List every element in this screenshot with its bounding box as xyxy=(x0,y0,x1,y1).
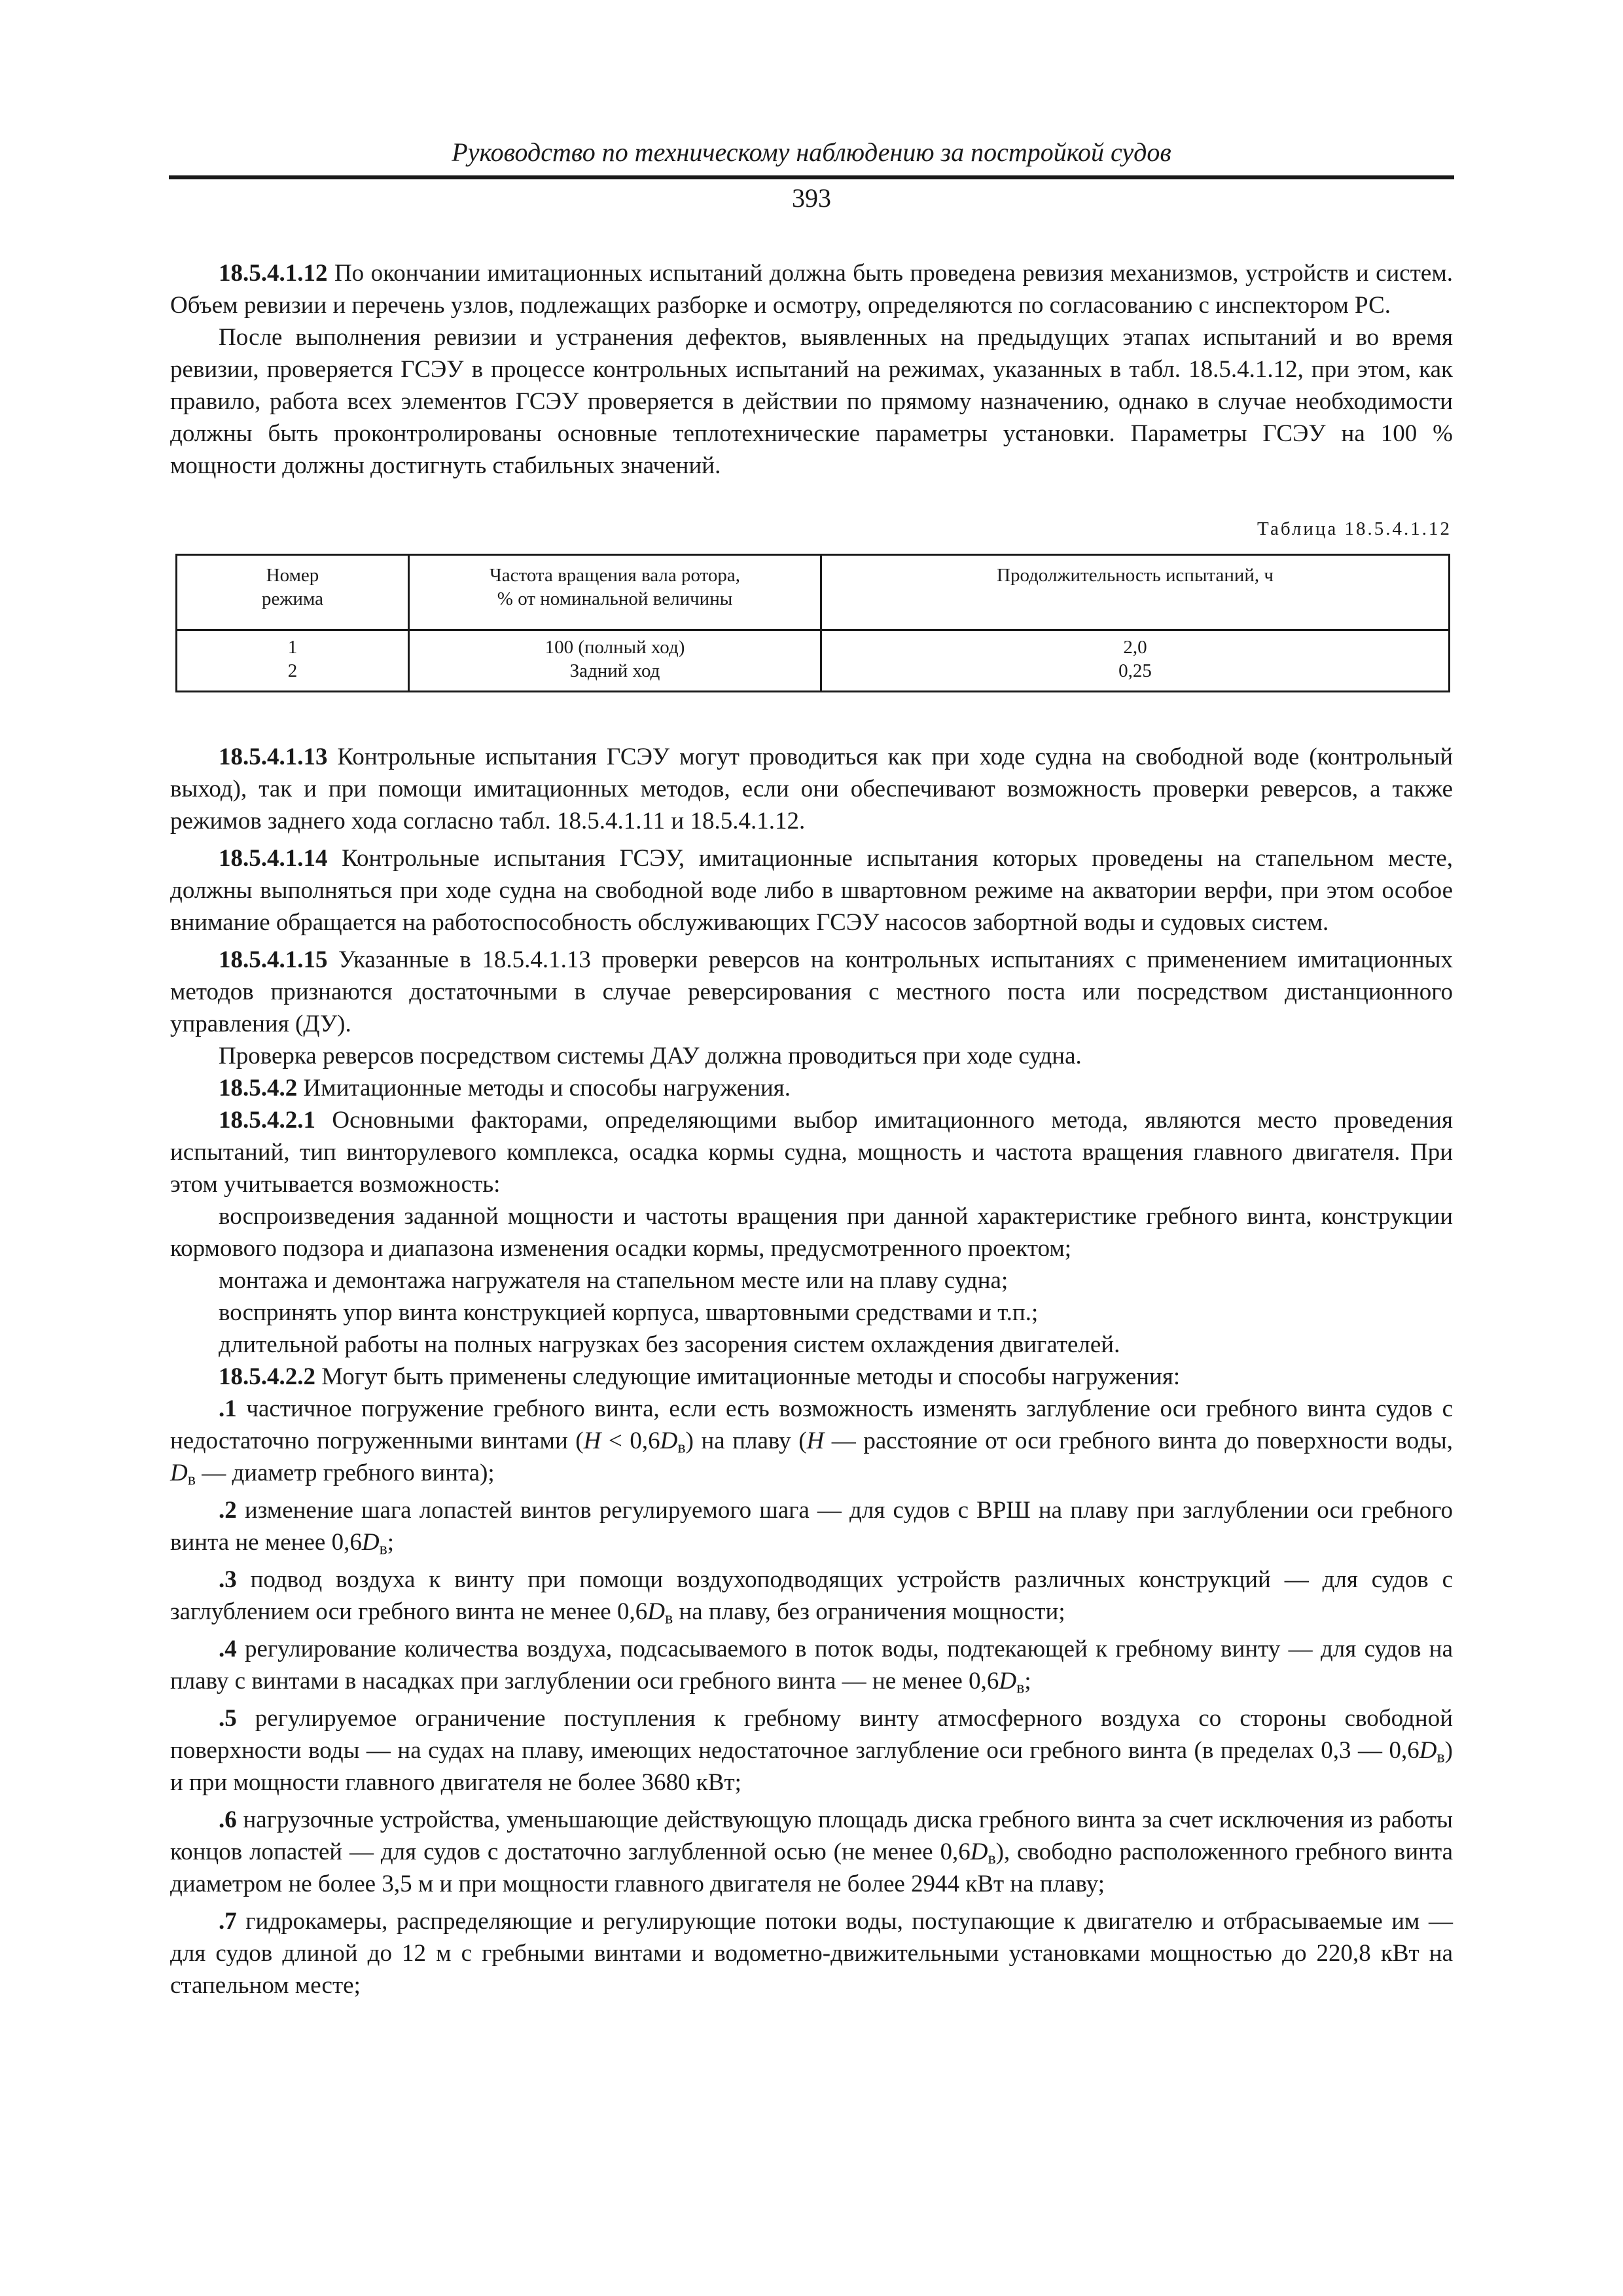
paragraph-dau-check: Проверка реверсов посредством системы ДАУ должна проводиться при ходе судна. xyxy=(219,1043,1082,1069)
subscript: в xyxy=(664,1608,673,1628)
symbol-d: D xyxy=(170,1460,188,1486)
item-text: нагрузочные устройства, уменьшающие действующую площадь диска гребного винта за счет исключения из работы концов лопастей — для судов с достаточно заглубленной осью (не менее 0,6 xyxy=(170,1806,1453,1865)
clause-number: 18.5.4.2.1 xyxy=(219,1107,315,1134)
list-item-1 xyxy=(170,1393,1453,1489)
paragraph-18-5-4-1-13 xyxy=(170,741,1453,837)
header-text: режима xyxy=(262,588,323,609)
item-text: ), свободно расположенного гребного винта диаметром не более 3,5 м и при мощности главного двигателя не более 2944 кВт на плаву; xyxy=(170,1839,1454,1897)
header-rule xyxy=(169,175,1454,179)
paragraph-text: Основными факторами, определяющими выбор имитационного метода, являются место проведения испытаний, тип винторулевого комплекса, осадка кормы судна, мощность и частота вращения главного двигателя. При этом учитывается возможность: xyxy=(170,1107,1453,1198)
paragraph-text: По окончании имитационных испытаний должна быть проведена ревизия механизмов, устройств и систем. Объем ревизии и перечень узлов, подлежащих разборке и осмотру, определяются по согласованию с инспектором РС. xyxy=(170,260,1453,319)
table-header-cell xyxy=(177,556,410,629)
paragraph-text: Указанные в 18.5.4.1.13 проверки реверсов на контрольных испытаниях с применением имитационных методов признаются достаточными в случае реверсирования с местного поста или посредством дистанционного управления (ДУ). xyxy=(170,946,1453,1037)
paragraph-mounting: монтажа и демонтажа нагружателя на стапельном месте или на плаву судна; xyxy=(219,1267,1008,1294)
cell-text: 100 (полный ход) xyxy=(544,637,685,658)
clause-number: 18.5.4.1.13 xyxy=(219,744,328,770)
item-text: < 0,6 xyxy=(601,1427,660,1454)
section-top xyxy=(170,257,1453,482)
table-header-row xyxy=(177,556,1448,631)
paragraph-text: Имитационные методы и способы нагружения. xyxy=(297,1075,791,1102)
item-text: регулирование количества воздуха, подсасываемого в поток воды, подтекающей к гребному винту — для судов на плаву с винтами в насадках при заглублении оси гребного винта — не менее 0,6 xyxy=(170,1636,1453,1695)
paragraph-reproduction: воспроизведения заданной мощности и частоты вращения при данной характеристике гребного винта, конструкции кормового подзора и диапазона изменения осадки кормы, предусмотренного проектом; xyxy=(170,1203,1453,1262)
subscript: в xyxy=(988,1848,996,1868)
list-item-5 xyxy=(170,1702,1453,1799)
paragraph-long-operation: длительной работы на полных нагрузках без засорения систем охлаждения двигателей. xyxy=(219,1331,1120,1358)
item-number: .5 xyxy=(219,1705,237,1732)
header-text: Частота вращения вала ротора, xyxy=(489,565,741,586)
subscript: в xyxy=(677,1437,686,1457)
cell-text: 1 xyxy=(287,637,298,658)
table-cell-duration xyxy=(822,629,1448,691)
page-number: 393 xyxy=(792,183,831,213)
cell-text: 2 xyxy=(287,660,298,681)
header-text: Продолжительность испытаний, ч xyxy=(997,565,1274,586)
symbol-h: H xyxy=(583,1427,601,1454)
symbol-d: D xyxy=(660,1427,678,1454)
item-text: — расстояние от оси гребного винта до поверхности воды, xyxy=(824,1427,1453,1454)
item-text: ; xyxy=(387,1529,395,1556)
paragraph-18-5-4-2 xyxy=(170,1072,1453,1104)
subscript: в xyxy=(1016,1677,1025,1697)
item-number: .1 xyxy=(219,1395,237,1422)
list-item-3 xyxy=(170,1564,1453,1628)
cell-text: 0,25 xyxy=(1118,660,1152,681)
list-item-2 xyxy=(170,1494,1453,1558)
item-text: изменение шага лопастей винтов регулируемого шага — для судов с ВРШ на плаву при заглублении оси гребного винта не менее 0,6 xyxy=(170,1497,1453,1556)
symbol-d: D xyxy=(999,1668,1017,1695)
clause-number: 18.5.4.1.14 xyxy=(219,845,328,872)
paragraph-thrust: воспринять упор винта конструкцией корпуса, швартовными средствами и т.п.; xyxy=(219,1299,1039,1326)
paragraph-text: Контрольные испытания ГСЭУ могут проводиться как при ходе судна на свободной воде (контрольный выход), так и при помощи имитационных методов, если они обеспечивают возможность проверки реверсов, а также режимов заднего хода согласно табл. 18.5.4.1.11 и 18.5.4.1.12. xyxy=(170,744,1453,834)
subscript: в xyxy=(379,1539,387,1558)
list-item-6 xyxy=(170,1804,1453,1900)
cell-text: 2,0 xyxy=(1123,637,1147,658)
item-text: регулируемое ограничение поступления к гребному винту атмосферного воздуха со стороны свободной поверхности воды — на судах на плаву, имеющих недостаточное заглубление оси гребного винта (в пределах 0,3 — 0,6 xyxy=(170,1705,1453,1764)
clause-number: 18.5.4.2 xyxy=(219,1075,298,1102)
paragraph-revision: После выполнения ревизии и устранения дефектов, выявленных на предыдущих этапах испытаний и во время ревизии, проверяется ГСЭУ в процессе контрольных испытаний на режимах, указанных в табл. 18.5.4.1.12, при этом, как правило, работа всех элементов ГСЭУ проверяется в действии по прямому назначению, однако в случае необходимости должны быть проконтролированы основные теплотехнические параметры установки. Параметры ГСЭУ на 100 % мощности должны достигнуть стабильных значений. xyxy=(170,324,1453,479)
symbol-d: D xyxy=(1419,1737,1437,1764)
paragraph-text: Контрольные испытания ГСЭУ, имитационные испытания которых проведены на стапельном месте, должны выполняться при ходе судна на свободной воде либо в швартовном режиме на акватории верфи, при этом особое внимание обращается на работоспособность обслуживающих ГСЭУ насосов забортной воды и судовых систем. xyxy=(170,845,1453,936)
item-text: гидрокамеры, распределяющие и регулирующие потоки воды, поступающие к двигателю и отбрасываемые им — для судов длиной до 12 м с гребными винтами и водометно-движительными установками мощностью до 220,8 кВт на стапельном месте; xyxy=(170,1908,1453,1999)
running-header: Руководство по техническому наблюдению за постройкой судов xyxy=(452,137,1171,167)
clause-number: 18.5.4.2.2 xyxy=(219,1363,315,1390)
subscript: в xyxy=(1436,1747,1445,1767)
table-cell-speed xyxy=(410,629,822,691)
paragraph-18-5-4-1-14 xyxy=(170,842,1453,939)
item-text: ; xyxy=(1024,1668,1031,1695)
symbol-d: D xyxy=(361,1529,380,1556)
symbol-h: H xyxy=(806,1427,825,1454)
list-item-7 xyxy=(170,1905,1453,2001)
item-text: ) на плаву ( xyxy=(685,1427,807,1454)
paragraph-text: Могут быть применены следующие имитационные методы и способы нагружения: xyxy=(315,1363,1181,1390)
list-item-4 xyxy=(170,1633,1453,1697)
item-number: .6 xyxy=(219,1806,237,1833)
item-number: .4 xyxy=(219,1636,237,1662)
item-number: .7 xyxy=(219,1908,237,1935)
item-text: ) и при мощности главного двигателя не более 3680 кВт; xyxy=(170,1737,1453,1796)
item-number: .3 xyxy=(219,1566,237,1593)
subscript: в xyxy=(187,1469,196,1489)
table-header-cell xyxy=(410,556,822,629)
header-text: % от номинальной величины xyxy=(497,588,733,609)
item-text: на плаву, без ограничения мощности; xyxy=(673,1598,1065,1625)
paragraph-18-5-4-1-12 xyxy=(170,257,1453,321)
symbol-d: D xyxy=(647,1598,665,1625)
item-text: подвод воздуха к винту при помощи воздухоподводящих устройств различных конструкций — для судов с заглублением оси гребного винта не менее 0,6 xyxy=(170,1566,1453,1625)
section-main xyxy=(170,741,1453,2001)
clause-number: 18.5.4.1.12 xyxy=(219,260,328,287)
paragraph-18-5-4-2-2 xyxy=(170,1361,1453,1393)
cell-text: Задний ход xyxy=(569,660,660,681)
table-caption: Таблица 18.5.4.1.12 xyxy=(1257,518,1452,539)
table-header-cell xyxy=(822,556,1448,629)
clause-number: 18.5.4.1.15 xyxy=(219,946,328,973)
item-number: .2 xyxy=(219,1497,237,1524)
item-text: частичное погружение гребного винта, если есть возможность изменять заглубление оси гребного винта судов с недостаточно погруженными винтами ( xyxy=(170,1395,1453,1454)
table-cell-mode xyxy=(177,629,410,691)
paragraph-18-5-4-1-15 xyxy=(170,944,1453,1040)
table-body xyxy=(177,629,1448,691)
paragraph-18-5-4-2-1 xyxy=(170,1104,1453,1200)
header-text: Номер xyxy=(266,565,319,586)
symbol-d: D xyxy=(970,1839,988,1865)
item-text: — диаметр гребного винта); xyxy=(195,1460,495,1486)
modes-table xyxy=(175,554,1450,692)
